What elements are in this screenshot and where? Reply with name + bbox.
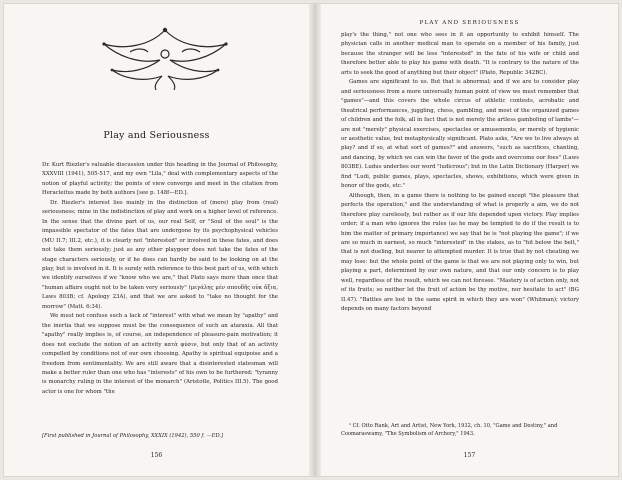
left-page-body [42, 161, 278, 397]
book-gutter [309, 4, 321, 476]
footnote [341, 422, 579, 438]
page-number: 156 [150, 452, 163, 459]
publication-note: [First published in Journal of Philosophy, XXXIX (1942), 550 f. —ED.] [42, 433, 224, 439]
paragraph: Games are significant to us. But that is abnormal; and if we are to consider play and seriousness from a more universally human point of view we must remember that "games"—and this covers the whole circus of athletic contests, acrobatic and theatrical performances, juggling, chess, gambling, and most of the organized games of children and the folk, all in fact that is not merely the artless gamboling of lambs¹—are not "merely" physical exercises, spectacles or amusements, or merely of hygienic or aesthetic value, but metaphysically significant. Plato asks, "Are we to live always at play? and if so, at what sort of games?" and answers, "such as sacrifices, chanting, and dancing, by which we can win the favor of the gods and overcome our foes" (Laws 803BE). Ludus underlies our word "ludicrous"; but in the Latin Dictionary (Harper) we find "Ludi, public games, plays, spectacles, shows, exhibitions, which were given in honor of the gods, etc." [341, 79, 579, 190]
left-page [4, 4, 309, 476]
paragraph: We must not confuse such a lack of "interest" with what we mean by "apathy" and the inertia that we suppose must be the consequence of such an ataraxia. All that "apathy" really implies is, of course, an independence of pleasure-pain motivation; it does not exclude the notion of an activity κατὰ φύσιν, but only that of an activity compelled by conditions not of our own choosing. Apathy is spiritual equipoise and a freedom from sentimentality. We are still aware that a disinterested statesman will make a better ruler than one who has "interests" of his own to be furthered; "tyranny is monarchy ruling in the interest of the monarch" (Aristotle, Politics III.5). The good actor is one for whom "the [42, 313, 278, 395]
footnote-text: ¹ Cf. Otto Rank, Art and Artist, New York, 1932, ch. 10, "Game and Destiny," and Coomaraswamy, "The Symbolism of Archery," 1943. [341, 423, 558, 437]
paragraph: Dr. Kurt Riezler's valuable discussion under this heading in the Journal of Philosophy, XXXVIII (1941), 505-517, and my own "Lila," deal with complementary aspects of the notion of playful activity; the points of view converge and meet in the citation from Heracleitus made by both authors [see p. 148f—ED.]. [42, 162, 278, 197]
right-page [321, 4, 618, 476]
page-number: 157 [463, 452, 476, 459]
paragraph: Although, then, in a game there is nothing to be gained except "the pleasure that perfects the operation," and the understanding of what is properly a aim, we do not therefore play carelessly, but rather as if our life depended upon victory. Play implies order; if a man who ignores the rules (as he may be tempted to do if the result is to him the matter of primary importance) we say that he is "not playing the game"; if we are so much in earnest, so much "interested" in the stakes, as to "hit below the belt," that is not dueling, but nearer to attempted murder. It is true that by not cheating we may lose: but the whole point of the game is that we are not playing only to win, but playing a part, determined by our own nature, and that our only concern is to play well, regardless of the result, which we can not foresee. "Mastery is of action only, not of its fruits; so neither let the fruit of action be thy motive, nor hesitate to act" (BG II.47). "Battles are lost in the same spirit in which they are won" (Whitman); victory depends on many factors beyond [341, 192, 579, 313]
paragraph: Dr. Riezler's interest lies mainly in the distinction of (mere) play from (real) seriousness; mine in the indistinction of play and work on a higher level of reference. In the sense that the divine part of us, our real Self, or "Soul of the soul" is the impassible spectator of the fates that are undergone by its psychophysical vehicles (MU II.7; III.2, etc.), it is clearly not "interested" or involved in these fates, and does not take them seriously; just as any other playgoer does not take the fates of the stage characters seriously, or if he does can hardly be said to be looking on at the play, but is involved in it. It is surely with reference to this best part of us, with which we identify ourselves if we "know who we are," that Plato says more than once that "human affairs ought not to be taken very seriously" (μεγάλης μὲν σπουδῆς οὐκ ἄξια, Laws 803B; cf. Apology 23A), and that we are asked to "take no thought for the morrow" (Matt. 6:34). [42, 199, 278, 310]
running-head: PLAY AND SERIOUSNESS [419, 20, 520, 26]
chapter-ornament-icon [90, 24, 240, 94]
book-spread [4, 4, 618, 476]
paragraph: play's the thing," not one who sees in it an opportunity to exhibit himself. The physician calls in another medical man to operate on a member of his family, just because the stranger will be less "interested" in the fate of his wife or child and therefore better able to play his game with death. "It is contrary to the nature of the arts to seek the good of anything but their object" (Plato, Republic 342BC). [341, 32, 579, 76]
chapter-title: Play and Seriousness [103, 130, 210, 141]
right-page-body [341, 31, 579, 315]
